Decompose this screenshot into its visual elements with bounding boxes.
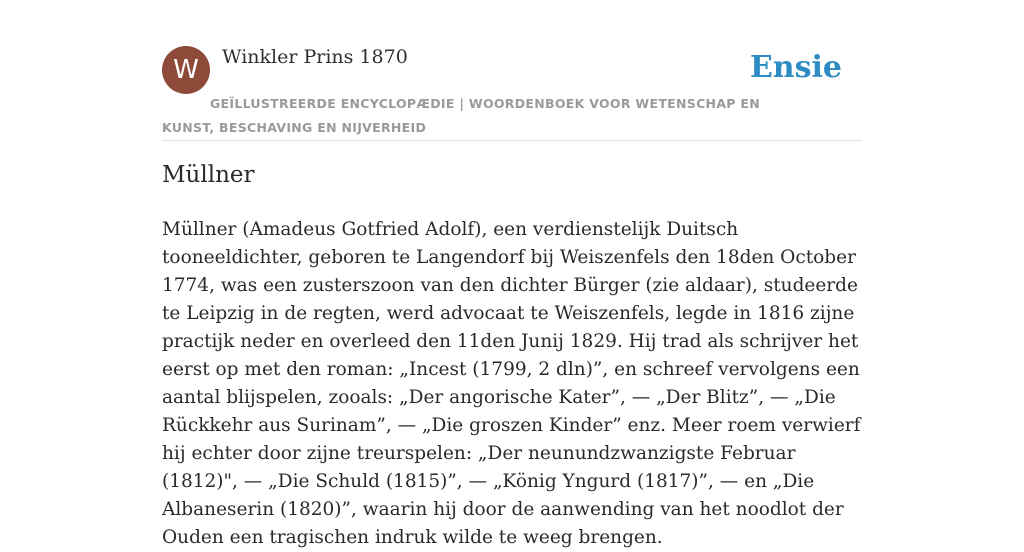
avatar-letter: W: [173, 55, 199, 85]
article-body: Müllner (Amadeus Gotfried Adolf), een verdienstelijk Duitsch tooneeldichter, geboren te Langendorf bij Weiszenfels den 18den October 1774, was een zusterszoon van den dichter Bürger (zie aldaar), studeerde te Leipzig in de regten, werd advocaat te Weiszenfels, legde in 1816 zijne practijk neder en overleed den 11den Junij 1829. Hij trad als schrijver het eerst op met den roman: „Incest (1799, 2 dln)”, en schreef vervolgens een aantal blijspelen, zooals: „Der angorische Kater”, — „Der Blitz”, — „Die Rückkehr aus Surinam”, — „Die groszen Kinder” enz. Meer roem verwierf hij echter door zijne treurspelen: „Der neunundzwanzigste Februar (1812)", — „Die Schuld (1815)”, — „König Yngurd (1817)”, — en „Die Albaneserin (1820)”, waarin hij door de aanwending van het noodlot der Ouden een tragischen indruk wilde te weeg brengen.: [162, 219, 861, 548]
source-avatar[interactable]: [162, 46, 210, 94]
article-title: Müllner: [162, 162, 255, 188]
source-subtitle: GEÏLLUSTREERDE ENCYCLOPÆDIE | WOORDENBOEK VOOR WETENSCHAP EN KUNST, BESCHAVING EN NIJVERHEID: [162, 96, 760, 135]
ensie-logo[interactable]: Ensie: [749, 50, 842, 85]
source-title[interactable]: Winkler Prins 1870: [222, 46, 408, 68]
site-header: [162, 46, 862, 141]
